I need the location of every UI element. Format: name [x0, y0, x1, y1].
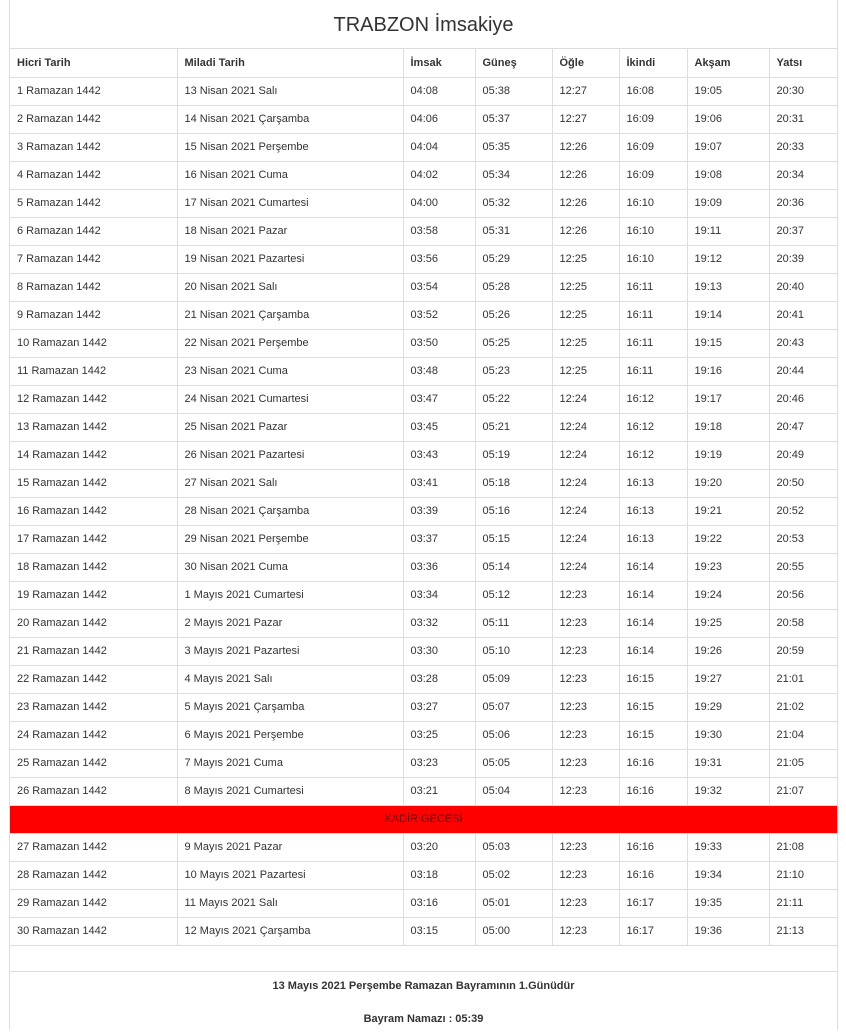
header-hicri-tarih: Hicri Tarih	[10, 49, 177, 77]
footer	[10, 972, 837, 1034]
cell-miladi-tarih: 12 Mayıs 2021 Çarşamba	[177, 917, 403, 945]
cell-miladi-tarih: 28 Nisan 2021 Çarşamba	[177, 497, 403, 525]
cell-imsak: 03:52	[403, 301, 475, 329]
header-ogle: Öğle	[552, 49, 619, 77]
table-row	[10, 693, 837, 721]
cell-ogle: 12:23	[552, 581, 619, 609]
cell-ikindi: 16:11	[619, 357, 687, 385]
cell-yatsi: 20:59	[769, 637, 837, 665]
cell-hicri-tarih: 5 Ramazan 1442	[10, 189, 177, 217]
table-header-row	[10, 49, 837, 77]
cell-hicri-tarih: 10 Ramazan 1442	[10, 329, 177, 357]
cell-hicri-tarih: 26 Ramazan 1442	[10, 777, 177, 805]
header-aksam: Akşam	[687, 49, 769, 77]
cell-hicri-tarih: 29 Ramazan 1442	[10, 889, 177, 917]
cell-gunes: 05:01	[475, 889, 552, 917]
cell-gunes: 05:18	[475, 469, 552, 497]
cell-yatsi: 20:44	[769, 357, 837, 385]
cell-yatsi: 20:43	[769, 329, 837, 357]
table-row	[10, 441, 837, 469]
cell-aksam: 19:34	[687, 861, 769, 889]
cell-imsak: 03:16	[403, 889, 475, 917]
cell-imsak: 03:50	[403, 329, 475, 357]
table-row	[10, 469, 837, 497]
cell-ogle: 12:23	[552, 721, 619, 749]
cell-ikindi: 16:12	[619, 441, 687, 469]
cell-yatsi: 21:05	[769, 749, 837, 777]
cell-ikindi: 16:10	[619, 217, 687, 245]
table-row	[10, 721, 837, 749]
cell-aksam: 19:12	[687, 245, 769, 273]
cell-imsak: 04:02	[403, 161, 475, 189]
cell-gunes: 05:03	[475, 833, 552, 861]
cell-imsak: 03:41	[403, 469, 475, 497]
cell-miladi-tarih: 2 Mayıs 2021 Pazar	[177, 609, 403, 637]
cell-miladi-tarih: 25 Nisan 2021 Pazar	[177, 413, 403, 441]
cell-hicri-tarih: 13 Ramazan 1442	[10, 413, 177, 441]
table-row	[10, 861, 837, 889]
cell-miladi-tarih: 22 Nisan 2021 Perşembe	[177, 329, 403, 357]
cell-ikindi: 16:09	[619, 133, 687, 161]
table-row	[10, 189, 837, 217]
cell-imsak: 03:21	[403, 777, 475, 805]
cell-ogle: 12:25	[552, 357, 619, 385]
table-row	[10, 301, 837, 329]
cell-hicri-tarih: 22 Ramazan 1442	[10, 665, 177, 693]
cell-gunes: 05:31	[475, 217, 552, 245]
cell-ikindi: 16:10	[619, 245, 687, 273]
table-row	[10, 357, 837, 385]
table-row	[10, 581, 837, 609]
cell-gunes: 05:34	[475, 161, 552, 189]
header-miladi-tarih: Miladi Tarih	[177, 49, 403, 77]
cell-ikindi: 16:11	[619, 301, 687, 329]
cell-ogle: 12:23	[552, 749, 619, 777]
cell-ikindi: 16:12	[619, 413, 687, 441]
cell-ikindi: 16:15	[619, 693, 687, 721]
cell-aksam: 19:19	[687, 441, 769, 469]
cell-imsak: 03:45	[403, 413, 475, 441]
cell-yatsi: 21:10	[769, 861, 837, 889]
table-row	[10, 133, 837, 161]
cell-hicri-tarih: 9 Ramazan 1442	[10, 301, 177, 329]
cell-miladi-tarih: 24 Nisan 2021 Cumartesi	[177, 385, 403, 413]
cell-hicri-tarih: 16 Ramazan 1442	[10, 497, 177, 525]
cell-yatsi: 20:30	[769, 77, 837, 105]
cell-miladi-tarih: 21 Nisan 2021 Çarşamba	[177, 301, 403, 329]
cell-hicri-tarih: 11 Ramazan 1442	[10, 357, 177, 385]
cell-aksam: 19:31	[687, 749, 769, 777]
cell-gunes: 05:35	[475, 133, 552, 161]
cell-imsak: 03:34	[403, 581, 475, 609]
cell-miladi-tarih: 20 Nisan 2021 Salı	[177, 273, 403, 301]
cell-hicri-tarih: 19 Ramazan 1442	[10, 581, 177, 609]
bayram-notice: 13 Mayıs 2021 Perşembe Ramazan Bayramının 1.Günüdür	[272, 979, 575, 992]
cell-ogle: 12:24	[552, 469, 619, 497]
cell-miladi-tarih: 14 Nisan 2021 Çarşamba	[177, 105, 403, 133]
cell-gunes: 05:10	[475, 637, 552, 665]
cell-ogle: 12:24	[552, 413, 619, 441]
cell-aksam: 19:07	[687, 133, 769, 161]
cell-yatsi: 20:55	[769, 553, 837, 581]
cell-aksam: 19:33	[687, 833, 769, 861]
cell-yatsi: 21:13	[769, 917, 837, 945]
cell-ikindi: 16:09	[619, 105, 687, 133]
cell-imsak: 04:00	[403, 189, 475, 217]
header-ikindi: İkindi	[619, 49, 687, 77]
cell-miladi-tarih: 3 Mayıs 2021 Pazartesi	[177, 637, 403, 665]
table-row	[10, 105, 837, 133]
cell-hicri-tarih: 12 Ramazan 1442	[10, 385, 177, 413]
table-row	[10, 329, 837, 357]
cell-hicri-tarih: 4 Ramazan 1442	[10, 161, 177, 189]
cell-gunes: 05:16	[475, 497, 552, 525]
cell-imsak: 03:43	[403, 441, 475, 469]
cell-gunes: 05:05	[475, 749, 552, 777]
cell-ikindi: 16:15	[619, 721, 687, 749]
cell-ikindi: 16:15	[619, 665, 687, 693]
cell-ogle: 12:25	[552, 329, 619, 357]
cell-yatsi: 20:49	[769, 441, 837, 469]
cell-aksam: 19:20	[687, 469, 769, 497]
cell-ikindi: 16:09	[619, 161, 687, 189]
cell-yatsi: 20:46	[769, 385, 837, 413]
cell-yatsi: 20:39	[769, 245, 837, 273]
cell-miladi-tarih: 23 Nisan 2021 Cuma	[177, 357, 403, 385]
cell-ogle: 12:25	[552, 245, 619, 273]
cell-aksam: 19:29	[687, 693, 769, 721]
table-row	[10, 665, 837, 693]
cell-yatsi: 20:34	[769, 161, 837, 189]
cell-yatsi: 20:53	[769, 525, 837, 553]
cell-ikindi: 16:14	[619, 609, 687, 637]
cell-ikindi: 16:14	[619, 581, 687, 609]
table-row	[10, 77, 837, 105]
cell-hicri-tarih: 25 Ramazan 1442	[10, 749, 177, 777]
cell-miladi-tarih: 26 Nisan 2021 Pazartesi	[177, 441, 403, 469]
cell-imsak: 03:37	[403, 525, 475, 553]
cell-imsak: 04:04	[403, 133, 475, 161]
cell-yatsi: 20:31	[769, 105, 837, 133]
cell-imsak: 03:18	[403, 861, 475, 889]
cell-hicri-tarih: 23 Ramazan 1442	[10, 693, 177, 721]
cell-hicri-tarih: 21 Ramazan 1442	[10, 637, 177, 665]
cell-gunes: 05:09	[475, 665, 552, 693]
cell-miladi-tarih: 19 Nisan 2021 Pazartesi	[177, 245, 403, 273]
cell-miladi-tarih: 17 Nisan 2021 Cumartesi	[177, 189, 403, 217]
cell-yatsi: 21:04	[769, 721, 837, 749]
table-body	[10, 77, 837, 945]
cell-aksam: 19:32	[687, 777, 769, 805]
cell-imsak: 03:30	[403, 637, 475, 665]
cell-miladi-tarih: 27 Nisan 2021 Salı	[177, 469, 403, 497]
cell-ogle: 12:24	[552, 553, 619, 581]
cell-aksam: 19:25	[687, 609, 769, 637]
cell-miladi-tarih: 18 Nisan 2021 Pazar	[177, 217, 403, 245]
cell-ikindi: 16:08	[619, 77, 687, 105]
cell-miladi-tarih: 10 Mayıs 2021 Pazartesi	[177, 861, 403, 889]
cell-ikindi: 16:10	[619, 189, 687, 217]
cell-gunes: 05:12	[475, 581, 552, 609]
cell-aksam: 19:15	[687, 329, 769, 357]
cell-miladi-tarih: 11 Mayıs 2021 Salı	[177, 889, 403, 917]
cell-miladi-tarih: 29 Nisan 2021 Perşembe	[177, 525, 403, 553]
cell-ikindi: 16:17	[619, 889, 687, 917]
cell-gunes: 05:28	[475, 273, 552, 301]
table-row	[10, 917, 837, 945]
cell-yatsi: 20:41	[769, 301, 837, 329]
cell-aksam: 19:17	[687, 385, 769, 413]
cell-ikindi: 16:16	[619, 833, 687, 861]
cell-miladi-tarih: 6 Mayıs 2021 Perşembe	[177, 721, 403, 749]
cell-ogle: 12:23	[552, 665, 619, 693]
cell-gunes: 05:37	[475, 105, 552, 133]
table-row	[10, 245, 837, 273]
table-row	[10, 525, 837, 553]
cell-imsak: 03:25	[403, 721, 475, 749]
cell-aksam: 19:26	[687, 637, 769, 665]
cell-imsak: 03:23	[403, 749, 475, 777]
imsakiye-panel	[9, 0, 838, 1030]
kadir-gecesi-label: KADİR GECESİ	[10, 805, 837, 833]
cell-ogle: 12:25	[552, 273, 619, 301]
cell-aksam: 19:11	[687, 217, 769, 245]
cell-ogle: 12:23	[552, 889, 619, 917]
cell-aksam: 19:18	[687, 413, 769, 441]
cell-ogle: 12:23	[552, 777, 619, 805]
cell-miladi-tarih: 5 Mayıs 2021 Çarşamba	[177, 693, 403, 721]
cell-hicri-tarih: 30 Ramazan 1442	[10, 917, 177, 945]
cell-aksam: 19:08	[687, 161, 769, 189]
cell-aksam: 19:09	[687, 189, 769, 217]
cell-aksam: 19:21	[687, 497, 769, 525]
cell-ikindi: 16:14	[619, 637, 687, 665]
cell-aksam: 19:24	[687, 581, 769, 609]
cell-hicri-tarih: 17 Ramazan 1442	[10, 525, 177, 553]
cell-miladi-tarih: 9 Mayıs 2021 Pazar	[177, 833, 403, 861]
cell-gunes: 05:15	[475, 525, 552, 553]
cell-hicri-tarih: 18 Ramazan 1442	[10, 553, 177, 581]
cell-gunes: 05:38	[475, 77, 552, 105]
cell-aksam: 19:27	[687, 665, 769, 693]
cell-miladi-tarih: 8 Mayıs 2021 Cumartesi	[177, 777, 403, 805]
cell-miladi-tarih: 4 Mayıs 2021 Salı	[177, 665, 403, 693]
header-imsak: İmsak	[403, 49, 475, 77]
cell-imsak: 03:58	[403, 217, 475, 245]
cell-yatsi: 20:36	[769, 189, 837, 217]
cell-ogle: 12:27	[552, 77, 619, 105]
cell-ogle: 12:26	[552, 133, 619, 161]
cell-ikindi: 16:12	[619, 385, 687, 413]
cell-imsak: 03:56	[403, 245, 475, 273]
table-row	[10, 777, 837, 805]
page-title: TRABZON İmsakiye	[10, 0, 837, 49]
cell-gunes: 05:00	[475, 917, 552, 945]
cell-imsak: 03:36	[403, 553, 475, 581]
cell-hicri-tarih: 7 Ramazan 1442	[10, 245, 177, 273]
cell-yatsi: 20:56	[769, 581, 837, 609]
cell-ikindi: 16:16	[619, 749, 687, 777]
cell-hicri-tarih: 28 Ramazan 1442	[10, 861, 177, 889]
cell-imsak: 03:32	[403, 609, 475, 637]
cell-miladi-tarih: 7 Mayıs 2021 Cuma	[177, 749, 403, 777]
cell-imsak: 03:20	[403, 833, 475, 861]
cell-yatsi: 20:40	[769, 273, 837, 301]
cell-ikindi: 16:13	[619, 497, 687, 525]
cell-gunes: 05:23	[475, 357, 552, 385]
cell-miladi-tarih: 16 Nisan 2021 Cuma	[177, 161, 403, 189]
cell-miladi-tarih: 1 Mayıs 2021 Cumartesi	[177, 581, 403, 609]
cell-gunes: 05:14	[475, 553, 552, 581]
table-row	[10, 749, 837, 777]
cell-ogle: 12:25	[552, 301, 619, 329]
cell-gunes: 05:25	[475, 329, 552, 357]
cell-ogle: 12:23	[552, 861, 619, 889]
cell-hicri-tarih: 24 Ramazan 1442	[10, 721, 177, 749]
cell-ogle: 12:26	[552, 161, 619, 189]
cell-ikindi: 16:16	[619, 861, 687, 889]
kadir-gecesi-row	[10, 805, 837, 833]
cell-imsak: 03:48	[403, 357, 475, 385]
cell-gunes: 05:19	[475, 441, 552, 469]
cell-gunes: 05:06	[475, 721, 552, 749]
cell-ogle: 12:26	[552, 189, 619, 217]
cell-aksam: 19:30	[687, 721, 769, 749]
cell-hicri-tarih: 1 Ramazan 1442	[10, 77, 177, 105]
cell-miladi-tarih: 13 Nisan 2021 Salı	[177, 77, 403, 105]
cell-imsak: 03:15	[403, 917, 475, 945]
cell-ikindi: 16:11	[619, 273, 687, 301]
table-row	[10, 889, 837, 917]
cell-imsak: 03:27	[403, 693, 475, 721]
cell-yatsi: 20:37	[769, 217, 837, 245]
table-row	[10, 385, 837, 413]
cell-ogle: 12:27	[552, 105, 619, 133]
cell-ikindi: 16:13	[619, 525, 687, 553]
imsakiye-table	[10, 49, 837, 946]
cell-gunes: 05:22	[475, 385, 552, 413]
cell-yatsi: 21:07	[769, 777, 837, 805]
table-row	[10, 833, 837, 861]
cell-hicri-tarih: 27 Ramazan 1442	[10, 833, 177, 861]
cell-ogle: 12:24	[552, 441, 619, 469]
cell-yatsi: 21:08	[769, 833, 837, 861]
table-row	[10, 273, 837, 301]
cell-aksam: 19:35	[687, 889, 769, 917]
cell-gunes: 05:04	[475, 777, 552, 805]
cell-ikindi: 16:13	[619, 469, 687, 497]
cell-yatsi: 20:47	[769, 413, 837, 441]
cell-ogle: 12:23	[552, 609, 619, 637]
cell-hicri-tarih: 3 Ramazan 1442	[10, 133, 177, 161]
cell-yatsi: 20:50	[769, 469, 837, 497]
cell-gunes: 05:32	[475, 189, 552, 217]
cell-hicri-tarih: 15 Ramazan 1442	[10, 469, 177, 497]
cell-ogle: 12:26	[552, 217, 619, 245]
cell-imsak: 04:08	[403, 77, 475, 105]
cell-aksam: 19:14	[687, 301, 769, 329]
cell-ogle: 12:23	[552, 833, 619, 861]
cell-yatsi: 21:11	[769, 889, 837, 917]
cell-miladi-tarih: 30 Nisan 2021 Cuma	[177, 553, 403, 581]
cell-aksam: 19:23	[687, 553, 769, 581]
cell-hicri-tarih: 6 Ramazan 1442	[10, 217, 177, 245]
cell-aksam: 19:13	[687, 273, 769, 301]
cell-hicri-tarih: 2 Ramazan 1442	[10, 105, 177, 133]
table-row	[10, 217, 837, 245]
cell-hicri-tarih: 8 Ramazan 1442	[10, 273, 177, 301]
table-row	[10, 413, 837, 441]
table-row	[10, 609, 837, 637]
table-row	[10, 161, 837, 189]
cell-imsak: 03:28	[403, 665, 475, 693]
cell-yatsi: 21:02	[769, 693, 837, 721]
cell-aksam: 19:22	[687, 525, 769, 553]
cell-gunes: 05:29	[475, 245, 552, 273]
bayram-namazi-time: Bayram Namazı : 05:39	[363, 1012, 484, 1025]
cell-ogle: 12:24	[552, 497, 619, 525]
cell-gunes: 05:11	[475, 609, 552, 637]
cell-aksam: 19:16	[687, 357, 769, 385]
cell-yatsi: 21:01	[769, 665, 837, 693]
cell-imsak: 03:54	[403, 273, 475, 301]
cell-ogle: 12:23	[552, 917, 619, 945]
cell-imsak: 03:47	[403, 385, 475, 413]
cell-ogle: 12:24	[552, 525, 619, 553]
cell-ikindi: 16:14	[619, 553, 687, 581]
cell-gunes: 05:26	[475, 301, 552, 329]
table-row	[10, 553, 837, 581]
table-row	[10, 497, 837, 525]
header-gunes: Güneş	[475, 49, 552, 77]
spacer-row	[10, 946, 837, 972]
cell-miladi-tarih: 15 Nisan 2021 Perşembe	[177, 133, 403, 161]
cell-yatsi: 20:58	[769, 609, 837, 637]
cell-imsak: 04:06	[403, 105, 475, 133]
cell-ogle: 12:24	[552, 385, 619, 413]
cell-yatsi: 20:33	[769, 133, 837, 161]
cell-hicri-tarih: 20 Ramazan 1442	[10, 609, 177, 637]
cell-ikindi: 16:17	[619, 917, 687, 945]
cell-aksam: 19:36	[687, 917, 769, 945]
cell-imsak: 03:39	[403, 497, 475, 525]
cell-yatsi: 20:52	[769, 497, 837, 525]
cell-ogle: 12:23	[552, 693, 619, 721]
cell-gunes: 05:07	[475, 693, 552, 721]
cell-ogle: 12:23	[552, 637, 619, 665]
cell-ikindi: 16:16	[619, 777, 687, 805]
cell-ikindi: 16:11	[619, 329, 687, 357]
cell-gunes: 05:21	[475, 413, 552, 441]
header-yatsi: Yatsı	[769, 49, 837, 77]
table-row	[10, 637, 837, 665]
cell-gunes: 05:02	[475, 861, 552, 889]
cell-aksam: 19:06	[687, 105, 769, 133]
cell-hicri-tarih: 14 Ramazan 1442	[10, 441, 177, 469]
cell-aksam: 19:05	[687, 77, 769, 105]
